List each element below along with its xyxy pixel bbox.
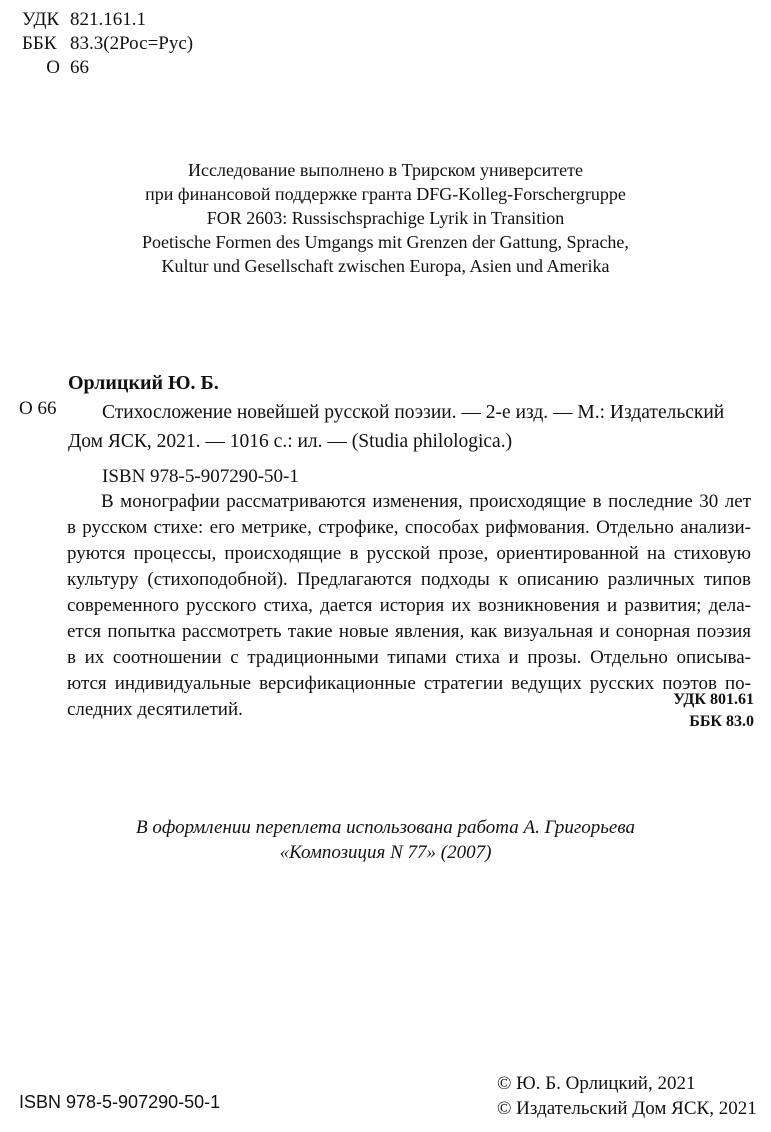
title-line: Стихосложение новейшей русской поэзии. — 2-е изд. — М.: Издательский <box>102 402 725 423</box>
copyright-author: © Ю. Б. Орлицкий, 2021 <box>497 1073 696 1094</box>
bbk-label: ББК <box>22 33 57 54</box>
udk-row <box>22 8 193 32</box>
copyright-block <box>497 1071 757 1121</box>
author-mark-row <box>22 56 193 80</box>
abstract-line: в русском стихе: его метрике, строфике, способах рифмования. Отдельно анализи- <box>67 517 751 538</box>
grant-line: при финансовой поддержке гранта DFG-Kolleg-Forschergruppe <box>145 184 626 204</box>
abstract-line: В монографии рассматриваются изменения, происходящие в последние 30 лет <box>101 491 751 512</box>
abstract-line: культуру (стихоподобной). Предлагаются подходы к описанию различных типов <box>67 569 751 590</box>
udk-label: УДК <box>22 9 60 30</box>
isbn-entry: ISBN 978-5-907290-50-1 <box>102 466 299 487</box>
grant-line: Poetische Formen des Umgangs mit Grenzen der Gattung, Sprache, <box>142 232 629 252</box>
udk-code: УДК 801.61 <box>673 691 754 708</box>
abstract-line: руются процессы, происходящие в русской прозе, ориентированной на стиховую <box>67 543 751 564</box>
bbk-row <box>22 32 193 56</box>
author-mark-value: 66 <box>70 57 89 78</box>
author-mark: О 66 <box>19 398 57 419</box>
udk-value: 821.161.1 <box>70 9 146 30</box>
bbk-code: ББК 83.0 <box>689 713 754 730</box>
grant-line: Исследование выполнено в Трирском университете <box>188 160 583 180</box>
footer-isbn: ISBN 978-5-907290-50-1 <box>19 1092 221 1112</box>
bbk-value: 83.3(2Рос=Рус) <box>70 33 194 54</box>
cover-note <box>0 815 771 865</box>
title-line: Дом ЯСК, 2021. — 1016 с.: ил. — (Studia philologica.) <box>68 431 513 452</box>
abstract-line: следних десятилетий. <box>67 699 243 720</box>
grant-line: FOR 2603: Russischsprachige Lyrik in Transition <box>206 208 565 228</box>
classification-codes <box>22 8 193 80</box>
copyright-publisher: © Издательский Дом ЯСК, 2021 <box>497 1098 757 1119</box>
author-mark-label: О <box>46 57 60 78</box>
abstract-line: современного русского стиха, дается история их возникновения и развития; дела- <box>67 595 751 616</box>
abstract-line: в их соотношении с традиционными типами стиха и прозы. Отдельно описыва- <box>67 647 751 668</box>
abstract-line: ются индивидуальные версификационные стратегии ведущих русских поэтов по- <box>67 673 751 694</box>
abstract <box>67 489 751 723</box>
abstract-line: ется попытка рассмотреть такие новые явления, как визуальная и сонорная поэзия <box>67 621 751 642</box>
author-heading: Орлицкий Ю. Б. <box>68 372 219 394</box>
bibliographic-title <box>68 398 725 456</box>
cover-note-line: В оформлении переплета использована работа А. Григорьева <box>135 817 635 838</box>
grant-statement <box>0 158 771 278</box>
grant-line: Kultur und Gesellschaft zwischen Europa, Asien und Amerika <box>161 256 610 276</box>
bottom-classification <box>673 689 754 733</box>
cover-note-line: «Композиция N 77» (2007) <box>279 842 492 863</box>
